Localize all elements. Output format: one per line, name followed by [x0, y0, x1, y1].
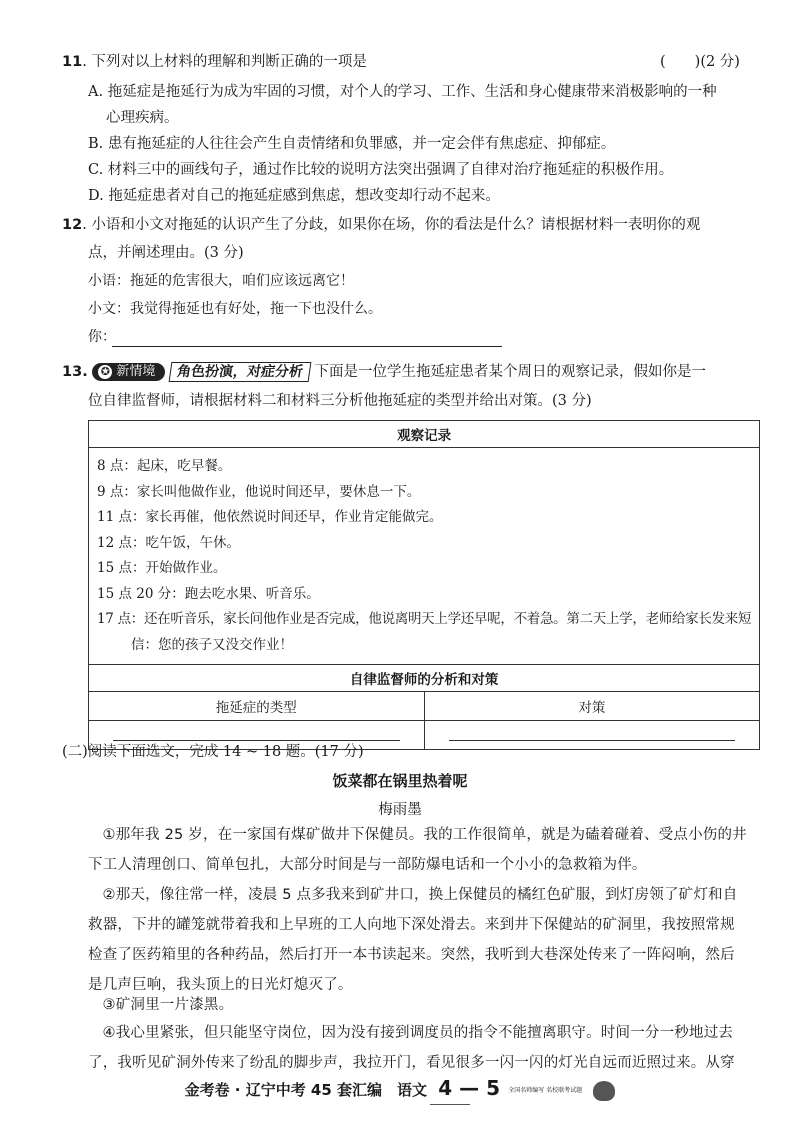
- article-author: 梅雨墨: [378, 802, 422, 818]
- record-item: 17 点：还在听音乐，家长问他作业是否完成，他说离明天上学还早呢，不着急。第二天上学，老师给家长发来短: [97, 611, 752, 627]
- col-type-header: 拖延症的类型: [89, 692, 425, 721]
- paragraph-2: ②那天，像往常一样，凌晨 5 点多我来到矿井口，换上保健员的橘红色矿服，到灯房领了矿灯和自救器，下井的罐笼就带着我和上早班的工人向地下深处滑去。来到井下保健站的矿洞里，我按照常规检查了医药箱里的各种药品，然后打开一本书读起来。突然，我听到大巷深处传来了一阵闷响，然后是几声巨响，我头顶上的日光灯熄灭了。: [88, 887, 738, 993]
- section2-intro: (二)阅读下面选文，完成 14 ~ 18 题。(17 分): [62, 744, 364, 760]
- record-item: 11 点：家长再催，他依然说时间还早，作业肯定能做完。: [97, 509, 443, 525]
- q12-you-label: 你：: [88, 329, 116, 345]
- q13-stem-1: 13. ✪ 新情境 角色扮演，对症分析 下面是一位学生拖延症患者某个周日的观察记录，假如你是一: [62, 364, 707, 380]
- mascot-icon: [593, 1081, 615, 1101]
- record-item: 8 点：起床，吃早餐。: [97, 458, 232, 474]
- q11-option-b: B. 患有拖延症的人往往会产生自责情绪和负罪感，并一定会伴有焦虑症、抑郁症。: [88, 136, 616, 152]
- measure-answer-cell[interactable]: [424, 721, 760, 750]
- q11-option-a: A. 拖延症是拖延行为成为牢固的习惯，对个人的学习、工作、生活和身心健康带来消极影响的一种: [88, 84, 717, 100]
- q12-number: 12: [62, 217, 83, 233]
- q12-stem-text: . 小语和小文对拖延的认识产生了分歧，如果你在场，你的看法是什么？请根据材料一表明你的观: [82, 217, 701, 233]
- q13-stem-text: 下面是一位学生拖延症患者某个周日的观察记录，假如你是一: [314, 364, 707, 380]
- q11-stem: [62, 52, 367, 72]
- scenario-title-tag: 角色扮演，对症分析: [169, 362, 312, 382]
- q12-stem-1: [62, 215, 700, 235]
- q11-option-d: D. 拖延症患者对自己的拖延症感到焦虑，想改变却行动不起来。: [88, 188, 500, 204]
- q11-option-a-cont: 心理疾病。: [106, 110, 179, 126]
- new-scenario-tag: [92, 363, 165, 381]
- record-item: 9 点：家长叫他做作业，他说时间还早，要休息一下。: [97, 483, 421, 500]
- footer-rule: [430, 1104, 470, 1105]
- q12-stem-2: 点，并阐述理由。(3 分): [88, 245, 244, 261]
- article-title: 饭菜都在锅里热着呢: [332, 772, 468, 790]
- observation-table: [88, 420, 760, 750]
- observation-title: 观察记录: [89, 421, 760, 448]
- observation-records: [89, 448, 760, 665]
- type-answer-line: [113, 740, 400, 741]
- q12-answer-line[interactable]: [112, 346, 502, 347]
- record-item: 15 点：开始做作业。: [97, 560, 227, 576]
- page-number: 4 — 5: [438, 1076, 501, 1100]
- q13-number: 13: [62, 364, 83, 380]
- analysis-title: 自律监督师的分析和对策: [89, 665, 760, 692]
- q11-stem-text: . 下列对以上材料的理解和判断正确的一项是: [82, 54, 367, 70]
- measure-answer-line: [449, 740, 736, 741]
- paragraph-1: ①那年我 25 岁，在一家国有煤矿做井下保健员。我的工作很简单，就是为磕着碰着、受点小伤的井下工人清理创口、简单包扎，大部分时间是与一部防爆电话和一个小小的急救箱为伴。: [88, 827, 747, 873]
- q13-stem-2: 位自律监督师，请根据材料二和材料三分析他拖延症的类型并给出对策。(3 分): [88, 393, 592, 409]
- footer-mini-text: 全国名师编写 名校联考试题: [508, 1087, 583, 1094]
- record-item: 12 点：吃午饭，午休。: [97, 534, 240, 551]
- q11-option-c: C. 材料三中的画线句子，通过作比较的说明方法突出强调了自律对治疗拖延症的积极作用。: [88, 162, 674, 178]
- q11-score: ( )(2 分): [660, 54, 740, 70]
- star-icon: ✪: [98, 365, 112, 379]
- page-footer: [0, 1076, 800, 1101]
- q12-xiaoyu: 小语：拖延的危害很大，咱们应该远离它！: [88, 273, 354, 289]
- col-measure-header: 对策: [424, 692, 760, 721]
- q12-xiaowen: 小文：我觉得拖延也有好处，拖一下也没什么。: [88, 301, 382, 317]
- paragraph-4: ④我心里紧张，但只能坚守岗位，因为没有接到调度员的指令不能擅离职守。时间一分一秒地过去了，我听见矿洞外传来了纷乱的脚步声，我拉开门，看见很多一闪一闪的灯光自远而近照过来。从穿: [88, 1025, 735, 1071]
- q11-number: 11: [62, 54, 83, 70]
- record-item-cont: 信：您的孩子又没交作业！: [131, 636, 293, 653]
- new-scenario-label: 新情境: [116, 364, 156, 379]
- paragraph-3: ③矿洞里一片漆黑。: [102, 997, 234, 1013]
- footer-text: 金考卷 · 辽宁中考 45 套汇编 语文: [184, 1081, 428, 1099]
- record-item: 15 点 20 分：跑去吃水果、听音乐。: [97, 585, 320, 602]
